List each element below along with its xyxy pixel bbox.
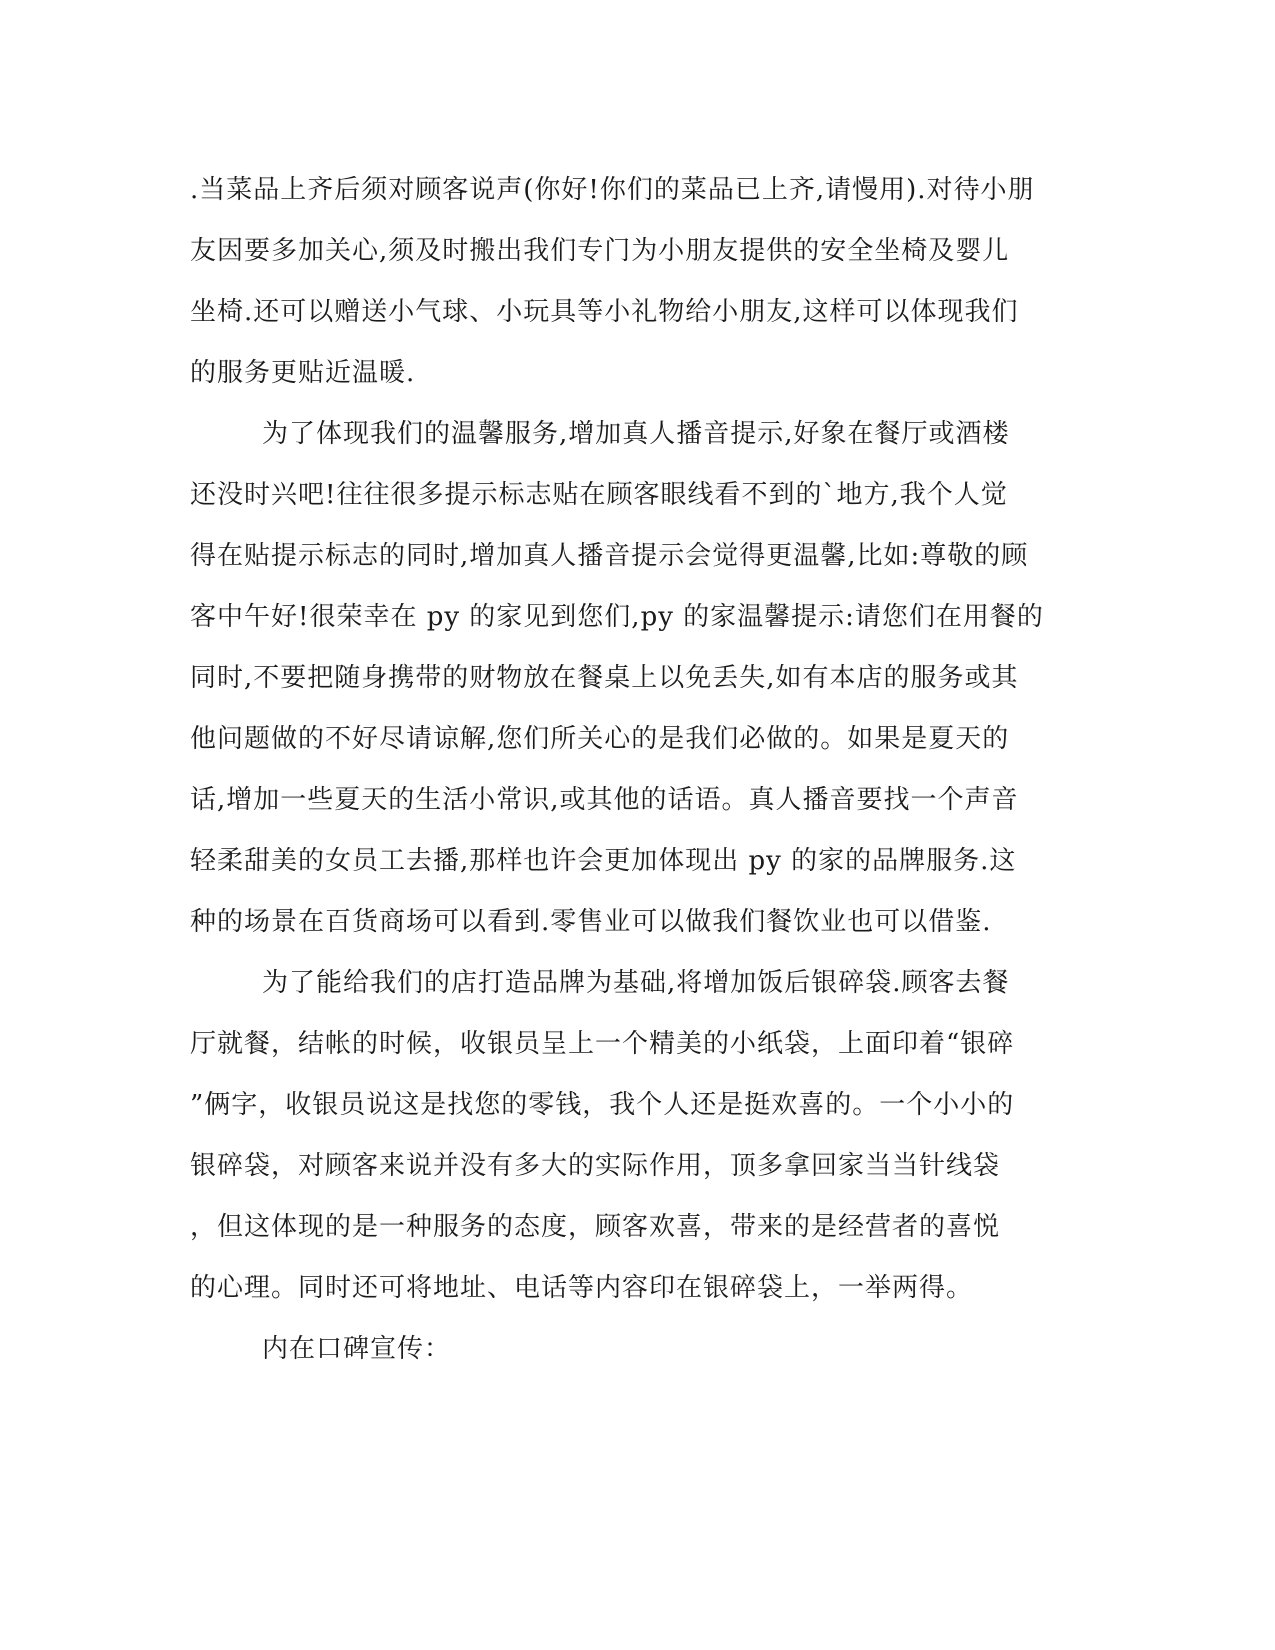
text-line: 种的场景在百货商场可以看到.零售业可以做我们餐饮业也可以借鉴. — [190, 907, 992, 937]
text-line: 轻柔甜美的女员工去播,那样也许会更加体现出 py 的家的品牌服务.这 — [190, 846, 1017, 876]
paragraph-first-line: 为了体现我们的温馨服务,增加真人播音提示,好象在餐厅或酒楼 — [262, 419, 1010, 449]
text-line: 友因要多加关心,须及时搬出我们专门为小朋友提供的安全坐椅及婴儿 — [190, 236, 1010, 266]
text-line: 坐椅.还可以赠送小气球、小玩具等小礼物给小朋友,这样可以体现我们 — [190, 297, 1019, 327]
paragraph-first-line: 为了能给我们的店打造品牌为基础,将增加饭后银碎袋.顾客去餐 — [262, 968, 1010, 998]
text-line: 厅就餐，结帐的时候，收银员呈上一个精美的小纸袋，上面印着“银碎 — [190, 1029, 1015, 1059]
text-line: 银碎袋，对顾客来说并没有多大的实际作用，顶多拿回家当当针线袋 — [190, 1151, 1001, 1181]
text-line: 还没时兴吧!往往很多提示标志贴在顾客眼线看不到的`地方,我个人觉 — [190, 480, 1008, 510]
text-line: 得在贴提示标志的同时,增加真人播音提示会觉得更温馨,比如:尊敬的顾 — [190, 541, 1029, 571]
text-line: .当菜品上齐后须对顾客说声(你好!你们的菜品已上齐,请慢用).对待小朋 — [190, 175, 1035, 205]
text-line: 的心理。同时还可将地址、电话等内容印在银碎袋上，一举两得。 — [190, 1273, 974, 1303]
text-line: 的服务更贴近温暖. — [190, 358, 416, 388]
text-line: ，但这体现的是一种服务的态度，顾客欢喜，带来的是经营者的喜悦 — [190, 1212, 1001, 1242]
text-line: ”俩字，收银员说这是找您的零钱，我个人还是挺欢喜的。一个小小的 — [190, 1090, 1015, 1120]
document-body — [190, 160, 1090, 1380]
text-line: 客中午好!很荣幸在 py 的家见到您们,py 的家温馨提示:请您们在用餐的 — [190, 602, 1044, 632]
text-line: 他问题做的不好尽请谅解,您们所关心的是我们必做的。如果是夏天的 — [190, 724, 1010, 754]
text-line: 话,增加一些夏天的生活小常识,或其他的话语。真人播音要找一个声音 — [190, 785, 1019, 815]
paragraph-first-line: 内在口碑宣传： — [262, 1334, 452, 1364]
text-line: 同时,不要把随身携带的财物放在餐桌上以免丢失,如有本店的服务或其 — [190, 663, 1019, 693]
